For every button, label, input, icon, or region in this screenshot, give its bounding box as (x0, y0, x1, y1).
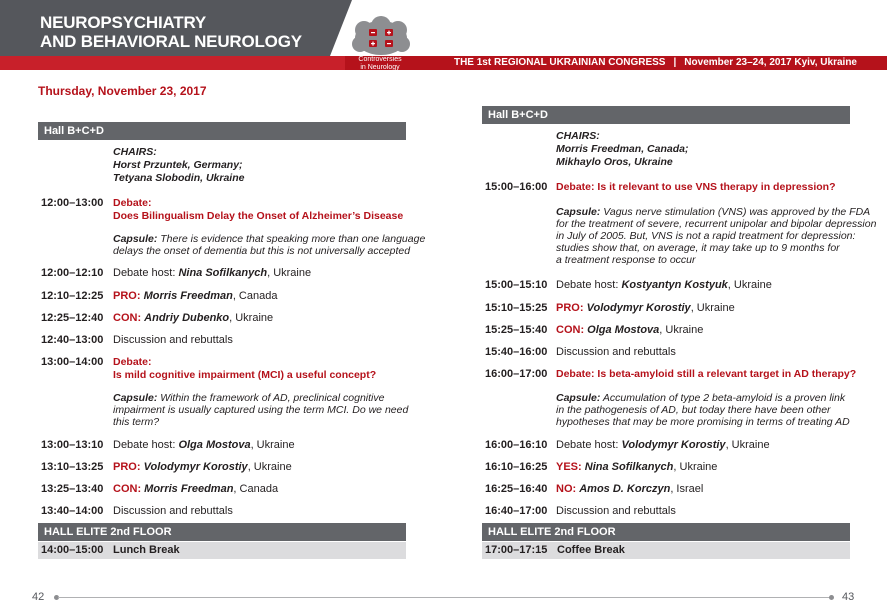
session-capsule (556, 206, 876, 266)
role-label: PRO: (113, 290, 141, 302)
role-label: CON: (113, 483, 142, 495)
row-suffix: , Ukraine (267, 267, 312, 279)
session-time: 13:00–14:00 (41, 356, 104, 368)
speaker-name: Volodymyr Korostiy (586, 302, 691, 314)
row-time: 12:00–12:10 (41, 267, 104, 279)
page-number-left: 42 (32, 591, 45, 603)
row-time: 16:00–16:10 (485, 439, 548, 451)
header-band-diagonal (330, 0, 352, 56)
row-prefix: Debate host: (113, 439, 179, 451)
row-time: 13:00–13:10 (41, 439, 104, 451)
chairs (113, 146, 244, 185)
capsule-label: Capsule: (556, 392, 601, 404)
debate-title: Does Bilingualism Delay the Onset of Alzheimer’s Disease (113, 210, 404, 222)
hall-header: Hall B+C+D (38, 122, 406, 140)
debate-title: Is mild cognitive impairment (MCI) a useful concept? (113, 369, 377, 381)
role-label: CON: (113, 312, 142, 324)
role-label: CON: (556, 324, 585, 336)
role-label: PRO: (113, 461, 141, 473)
capsule-label: Capsule: (113, 392, 158, 404)
row-suffix: , Ukraine (250, 439, 295, 451)
debate-label: Debate: (113, 356, 152, 368)
host-name: Volodymyr Korostiy (621, 439, 726, 451)
capsule-text: in the pathogenesis of AD, but today there have been other (556, 404, 831, 416)
debate-title: Debate: Is beta-amyloid still a relevant target in AD therapy? (556, 368, 857, 380)
row-description (113, 290, 277, 303)
row-time: 16:10–16:25 (485, 461, 548, 473)
row-description (556, 439, 770, 452)
day-date: Thursday, November 23, 2017 (38, 84, 207, 98)
row-description (113, 439, 295, 452)
row-description (556, 302, 735, 315)
row-description (113, 483, 278, 496)
row-time: 12:10–12:25 (41, 290, 104, 302)
row-suffix: , Ukraine (673, 461, 718, 473)
row-description (556, 483, 703, 496)
row-time: 15:10–15:25 (485, 302, 548, 314)
congress-band-left (0, 56, 345, 70)
speaker-name: Olga Mostova (587, 324, 660, 336)
capsule-text: in July of 2005. But, VNS is not a rapid treatment for depression: (556, 230, 856, 242)
row-description: Discussion and rebuttals (113, 334, 233, 346)
chair-name: Morris Freedman, Canada; (556, 143, 689, 155)
logo-caption-line1: Controversies (358, 56, 402, 63)
row-suffix: , Ukraine (727, 279, 772, 291)
page-number-right: 43 (842, 591, 855, 603)
session-time: 15:00–16:00 (485, 181, 548, 193)
row-description (556, 279, 772, 292)
chairs-label: CHAIRS: (556, 130, 600, 142)
speaker-name: Andriy Dubenko (144, 312, 230, 324)
host-name: Olga Mostova (178, 439, 251, 451)
host-name: Kostyantyn Kostyuk (621, 279, 728, 291)
row-suffix: , Canada (232, 290, 278, 302)
row-prefix: Debate host: (113, 267, 179, 279)
chairs (556, 130, 688, 169)
row-suffix: , Ukraine (725, 439, 770, 451)
row-description (113, 461, 292, 474)
footer-dot-right (829, 595, 834, 600)
row-prefix: Debate host: (556, 279, 622, 291)
role-label: NO: (556, 483, 577, 495)
congress-name: THE 1st REGIONAL UKRAINIAN CONGRESS (453, 57, 666, 68)
congress-dates: November 23–24, 2017 Kyiv, Ukraine (684, 57, 857, 68)
capsule-text: There is evidence that speaking more than one language (160, 233, 426, 245)
capsule-text: for the treatment of severe, recurrent unipolar and bipolar depression (556, 218, 877, 230)
row-description: Discussion and rebuttals (113, 505, 233, 517)
row-suffix: , Ukraine (229, 312, 274, 324)
chair-name: Horst Przuntek, Germany; (113, 159, 243, 171)
row-prefix: Debate host: (556, 439, 622, 451)
capsule-text: this term? (113, 416, 160, 428)
capsule-text: hypotheses that may be more promising in terms of treating AD (556, 416, 850, 428)
row-suffix: , Ukraine (659, 324, 704, 336)
break-time: 14:00–15:00 (41, 544, 104, 556)
row-description: Discussion and rebuttals (556, 346, 676, 358)
capsule-label: Capsule: (556, 206, 601, 218)
row-suffix: , Ukraine (247, 461, 292, 473)
row-description (556, 324, 703, 337)
logo-caption (344, 56, 416, 72)
row-time: 13:25–13:40 (41, 483, 104, 495)
hall-header: HALL ELITE 2nd FLOOR (38, 523, 406, 541)
capsule-text: impairment is usually captured using the term MCI. Do we need (113, 404, 409, 416)
capsule-text: Vagus nerve stimulation (VNS) was approved by the FDA (603, 206, 871, 218)
capsule-text: studies show that, on average, it may take up to 9 months for (556, 242, 840, 254)
congress-info (454, 57, 857, 69)
break-label: Lunch Break (113, 544, 180, 556)
break-label: Coffee Break (557, 544, 625, 556)
row-suffix: , Ukraine (690, 302, 735, 314)
chair-name: Tetyana Slobodin, Ukraine (113, 172, 245, 184)
speaker-name: Morris Freedman (143, 290, 233, 302)
debate-label: Debate: (113, 197, 152, 209)
congress-separator: | (673, 57, 677, 68)
row-description (113, 267, 311, 280)
row-time: 13:40–14:00 (41, 505, 104, 517)
host-name: Nina Sofilkanych (178, 267, 268, 279)
debate-title: Debate: Is it relevant to use VNS therapy in depression? (556, 181, 836, 193)
row-time: 15:00–15:10 (485, 279, 548, 291)
role-label: YES: (556, 461, 582, 473)
row-description: Discussion and rebuttals (556, 505, 676, 517)
break-row (482, 542, 850, 559)
row-description (113, 312, 273, 325)
role-label: PRO: (556, 302, 584, 314)
break-time: 17:00–17:15 (485, 544, 548, 556)
row-time: 16:25–16:40 (485, 483, 548, 495)
capsule-label: Capsule: (113, 233, 158, 245)
row-time: 12:25–12:40 (41, 312, 104, 324)
chairs-label: CHAIRS: (113, 146, 157, 158)
section-title-line1: NEUROPSYCHIATRY (40, 13, 207, 32)
session-capsule (556, 392, 850, 428)
row-time: 16:40–17:00 (485, 505, 548, 517)
chair-name: Mikhaylo Oros, Ukraine (556, 156, 673, 168)
row-description (556, 461, 717, 474)
session-debate (113, 356, 376, 382)
break-row (38, 542, 406, 559)
session-debate (113, 197, 403, 223)
speaker-name: Amos D. Korczyn (579, 483, 671, 495)
row-suffix: , Israel (670, 483, 704, 495)
section-title-line2: AND BEHAVIORAL NEUROLOGY (40, 32, 302, 51)
hall-header: Hall B+C+D (482, 106, 850, 124)
row-suffix: , Canada (233, 483, 279, 495)
session-time: 16:00–17:00 (485, 368, 548, 380)
row-time: 13:10–13:25 (41, 461, 104, 473)
speaker-name: Morris Freedman (144, 483, 234, 495)
logo-caption-line2: in Neurology (360, 64, 400, 71)
footer-rule (58, 597, 830, 598)
capsule-text: delays the onset of dementia but this is not universally accepted (113, 245, 411, 257)
row-time: 12:40–13:00 (41, 334, 104, 346)
capsule-text: Accumulation of type 2 beta-amyloid is a proven link (602, 392, 846, 404)
capsule-text: a treatment response to occur (556, 254, 696, 266)
session-capsule (113, 233, 425, 257)
speaker-name: Volodymyr Korostiy (143, 461, 248, 473)
hall-header: HALL ELITE 2nd FLOOR (482, 523, 850, 541)
session-capsule (113, 392, 408, 428)
speaker-name: Nina Sofilkanych (584, 461, 674, 473)
row-time: 15:40–16:00 (485, 346, 548, 358)
session-time: 12:00–13:00 (41, 197, 104, 209)
section-title (40, 13, 302, 51)
row-time: 15:25–15:40 (485, 324, 548, 336)
capsule-text: Within the framework of AD, preclinical cognitive (160, 392, 385, 404)
